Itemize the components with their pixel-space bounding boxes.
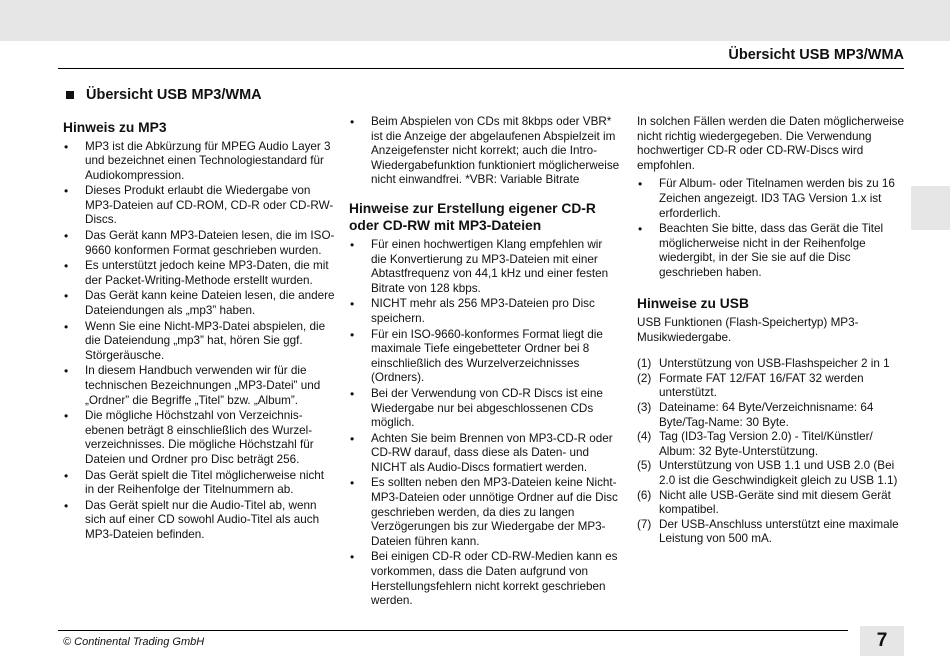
side-thumb-tab [911,186,950,230]
item-number: (1) [637,357,652,371]
intro-paragraph: In solchen Fällen werden die Daten möglicherweise nicht richtig wiedergegeben. Die Verwendung hochwertiger CD-R oder CD-RW-Discs wird empfohlen. [637,115,905,172]
list-item: • Das Gerät kann keine Dateien lesen, die andere Dateiendungen als „mp3” haben. [63,289,335,318]
usb-numbered-list [637,357,909,547]
item-text: Der USB-Anschluss unterstützt eine maximale Leistung von 500 mA. [659,517,899,546]
list-item: • Die mögliche Höchstzahl von Verzeichnis-ebenen beträgt 8 einschließlich des Wurzel-verzeichnisses. Die mögliche Höchstzahl für Dateien und Ordner pro Disc beträgt 256. [63,409,335,467]
list-item: • Für einen hochwertigen Klang empfehlen wir die Konvertierung zu MP3-Dateien mit einer Abtastfrequenz von 44,1 kHz und einer festen Bitrate von 128 kbps. [349,238,621,296]
tag-bullet-list [637,177,909,280]
item-text: Formate FAT 12/FAT 16/FAT 32 werden unterstützt. [659,371,864,400]
list-item: • Beachten Sie bitte, dass das Gerät die Titel möglicherweise nicht in der Reihenfolge wiedergibt, in der Sie sie auf die Disc geschrieben haben. [637,222,909,280]
square-bullet-icon [66,91,74,99]
item-text: Unterstützung von USB-Flashspeicher 2 in 1 [659,357,890,371]
list-item: • NICHT mehr als 256 MP3-Dateien pro Disc speichern. [349,297,621,326]
list-item: • Das Gerät kann MP3-Dateien lesen, die im ISO-9660 konformen Format geschrieben wurden. [63,229,335,258]
item-number: (7) [637,517,652,531]
section-title [66,87,262,103]
running-header-title: Übersicht USB MP3/WMA [728,47,904,63]
numbered-item [637,401,909,430]
item-number: (5) [637,459,652,473]
vbr-bullet-list [349,115,621,188]
item-text: Nicht alle USB-Geräte sind mit diesem Gerät kompatibel. [659,488,891,517]
section-title-text: Übersicht USB MP3/WMA [86,87,262,103]
list-item: • MP3 ist die Abkürzung für MPEG Audio Layer 3 und bezeichnet einen Technologiestandard für Audiokompression. [63,140,335,184]
heading-cd-creation: Hinweise zur Erstellung eigener CD-R oder CD-RW mit MP3-Dateien [349,200,596,234]
list-item: • Dieses Produkt erlaubt die Wiedergabe von MP3-Dateien auf CD-ROM, CD-R oder CD-RW-Discs. [63,184,335,228]
numbered-item [637,357,909,372]
list-item: • Bei einigen CD-R oder CD-RW-Medien kann es vorkommen, dass die Daten aufgrund von Herstellungsfehlern nicht korrekt geschrieben werden. [349,550,621,608]
top-band [0,0,950,41]
list-item: • Beim Abspielen von CDs mit 8kbps oder VBR* ist die Anzeige der abgelaufenen Abspielzeit im Anzeigefenster nicht korrekt; auch die Intro-Wiedergabefunktion funktioniert möglicherweise nicht einwandfrei. *VBR: Variable Bitrate [349,115,621,188]
numbered-item [637,489,909,518]
footer-rule [58,630,848,631]
list-item: • Das Gerät spielt die Titel möglicherweise nicht in der Reihenfolge der Titelnummern ab. [63,469,335,498]
numbered-item [637,459,909,488]
item-text: Unterstützung von USB 1.1 und USB 2.0 (Bei 2.0 ist die Geschwindigkeit gleich zu USB 1.1) [659,459,898,487]
item-text: Tag (ID3-Tag Version 2.0) - Titel/Künstler/ Album: 32 Byte-Unterstützung. [659,430,873,458]
column-3 [637,115,909,547]
list-item: • Wenn Sie eine Nicht-MP3-Datei abspielen, die die Dateiendung „mp3” hat, hören Sie ggf. Störgeräusche. [63,320,335,364]
heading-usb: Hinweise zu USB [637,295,749,311]
mp3-bullet-list [63,140,335,543]
header-rule [58,68,904,69]
list-item: • Für ein ISO-9660-konformes Format liegt die maximale Tiefe eingebetteter Ordner bei 8 einschließlich des Wurzelverzeichnisses (Ordners). [349,328,621,386]
list-item: • Bei der Verwendung von CD-R Discs ist eine Wiedergabe nur bei abgeschlossenen CDs möglich. [349,387,621,431]
heading-mp3: Hinweis zu MP3 [63,120,167,135]
list-item: • Achten Sie beim Brennen von MP3-CD-R oder CD-RW darauf, dass diese als Daten- und NICHT als Audio-Discs formatiert werden. [349,432,621,476]
list-item: • Es unterstützt jedoch keine MP3-Daten, die mit der Packet-Writing-Methode erstellt wurden. [63,259,335,288]
item-text: Dateiname: 64 Byte/Verzeichnisname: 64 Byte/Tag-Name: 30 Byte. [659,401,874,429]
numbered-item [637,518,909,547]
list-item: • Das Gerät spielt nur die Audio-Titel ab, wenn sich auf einer CD sowohl Audio-Titel als auch MP3-Dateien befinden. [63,499,335,543]
numbered-item [637,372,909,401]
page-number: 7 [860,626,904,656]
item-number: (3) [637,401,652,414]
numbered-item [637,430,909,459]
list-item: • In diesem Handbuch verwenden wir für die technischen Bezeichnungen „MP3-Datei” und „Ordner” die Begriffe „Titel” bzw. „Album”. [63,364,335,408]
usb-paragraph: USB Funktionen (Flash-Speichertyp) MP3-Musikwiedergabe. [637,316,859,344]
item-number: (2) [637,371,652,385]
item-number: (4) [637,430,652,444]
list-item: • Für Album- oder Titelnamen werden bis zu 16 Zeichen angezeigt. ID3 TAG Version 1.x ist erforderlich. [637,177,909,221]
footer-copyright: © Continental Trading GmbH [63,636,205,648]
cd-creation-bullet-list [349,238,621,609]
column-1 [63,119,335,544]
item-number: (6) [637,488,652,502]
column-2 [349,115,621,610]
list-item: • Es sollten neben den MP3-Dateien keine Nicht-MP3-Dateien oder unnötige Ordner auf die Disc geschrieben werden, da dies zu langen Verzögerungen bis zur Wiedergabe der MP3-Dateien führen kann. [349,476,621,549]
